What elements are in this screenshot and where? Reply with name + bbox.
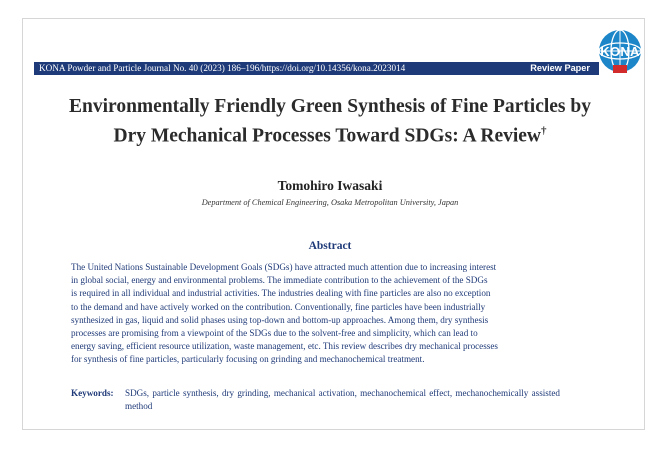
keywords-section [71,387,560,413]
title-line-1: Environmentally Friendly Green Synthesis of Fine Particles by [69,96,591,117]
journal-banner [34,62,599,75]
paper-title [30,94,630,149]
abstract-heading: Abstract [308,240,352,252]
keywords-label: Keywords: [71,388,114,398]
abstract-line: The United Nations Sustainable Development Goals (SDGs) have attracted much attention due to increasing interest [71,262,497,272]
abstract-line: energy saving, efficient resource utilization, waste management, etc. This review describes dry mechanical processes [71,341,498,352]
paper-page [22,18,645,430]
abstract-line: processes are promising from a viewpoint of the SDGs due to the solvent-free and simplicity, which can lead to [71,328,478,339]
abstract-line: to the demand and have actively worked on the contribution. Conventionally, fine particles have been industrially [71,301,486,312]
author-name: Tomohiro Iwasaki [277,178,383,193]
kona-logo [597,27,643,75]
author-affiliation: Department of Chemical Engineering, Osaka Metropolitan University, Japan [201,198,459,207]
title-line-2: Dry Mechanical Processes Toward SDGs: A Review† [113,125,547,147]
keywords-text: SDGs, particle synthesis, dry grinding, mechanical activation, mechanochemical effect, mechanochemically assisted method [125,388,560,411]
journal-citation: KONA Powder and Particle Journal No. 40 (2023) 186–196/https://doi.org/10.14356/kona.2023014 [39,63,406,73]
abstract-line: in global social, energy and environmental problems. The immediate contribution to the achievement of the SDGs [71,275,488,286]
abstract-text [71,261,560,367]
abstract-line: is required in all individual and industrial activities. The industries dealing with fine particles are also no exception [71,288,491,299]
logo-text: KONA [600,44,640,59]
abstract-line: for synthesis of fine particles, particularly focusing on grinding and mechanochemical treatment. [71,354,425,365]
abstract-line: synthesized in gas, liquid and solid phases using top-down and bottom-up approaches. Among them, dry synthesis [71,314,489,325]
article-type-label: Review Paper [530,63,590,73]
dagger-mark: † [541,125,547,137]
